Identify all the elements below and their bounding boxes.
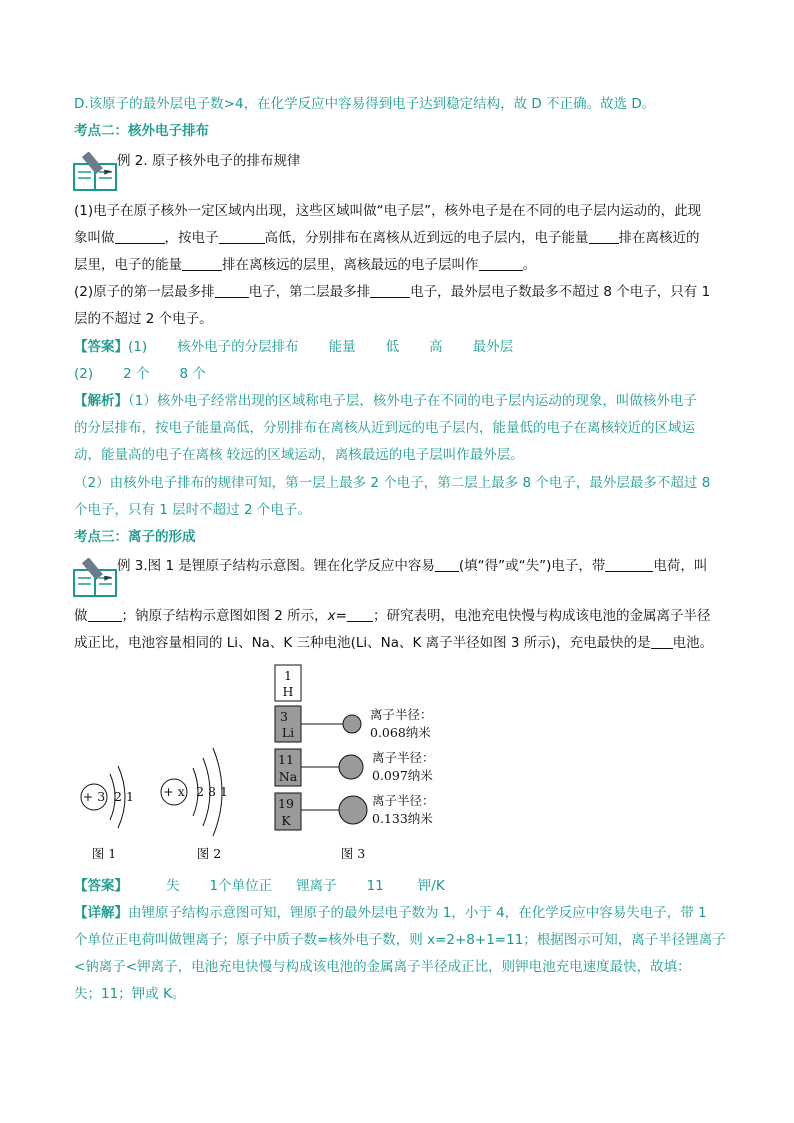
- variable-x: x: [327, 608, 336, 624]
- answer-item: (2): [74, 366, 94, 382]
- figure-2-na-atom: [161, 748, 228, 861]
- blank-1[interactable]: [115, 229, 165, 244]
- answer-item: 11: [366, 878, 384, 894]
- ion-circle: [339, 796, 367, 824]
- answer-item: 失: [166, 878, 180, 894]
- text: 电荷，叫: [653, 558, 708, 574]
- answer-item: 高: [429, 339, 443, 355]
- text: 例 3.图 1 是锂原子结构示意图。锂在化学反应中容易: [117, 558, 435, 574]
- ex3-line3: [74, 633, 713, 653]
- blank-2[interactable]: [219, 229, 265, 244]
- blank-4[interactable]: [182, 256, 222, 271]
- analysis-2-line2: 的分层排布，按电子能量高低，分别排布在离核从近到远的电子层内，能量低的电子在离核较近的区域运: [74, 420, 695, 436]
- text: 电子，最外层电子数最多不超过 8 个电子，只有 1: [410, 284, 711, 300]
- ion-radius-value: 0.133纳米: [372, 811, 433, 826]
- analysis-label: 【解析】: [74, 393, 128, 409]
- answer-2-part2: [74, 364, 206, 384]
- book-pencil-icon: [72, 152, 120, 192]
- blank-7[interactable]: [370, 283, 410, 298]
- detail-3-line3: <钠离子<钾离子，电池充电快慢与构成该电池的金属离子半径成正比，则钾电池充电速度最快，故填：: [74, 959, 691, 975]
- blank-11[interactable]: [347, 607, 373, 622]
- element-symbol: Na: [278, 769, 298, 784]
- ion-radius-label: 离子半径：: [372, 793, 435, 808]
- figures-area: [0, 660, 794, 870]
- text: 做: [74, 608, 88, 624]
- text: 成正比，电池容量相同的 Li、Na、K 三种电池(Li、Na、K 离子半径如图 3 所示)，充电最快的是: [74, 635, 651, 651]
- blank-6[interactable]: [215, 283, 249, 298]
- answer-item: (1): [128, 339, 148, 355]
- text: （1）核外电子经常出现的区域称电子层，核外电子在不同的电子层内运动的现象，叫做核外电子: [128, 393, 697, 409]
- text: 高低，分别排布在离核从近到远的电子层内，电子能量: [264, 230, 589, 246]
- element-symbol: H: [282, 684, 294, 699]
- atomic-number: 1: [284, 668, 292, 683]
- element-symbol: K: [281, 813, 291, 828]
- text: (2)原子的第一层最多排: [74, 284, 215, 300]
- text: 层里，电子的能量: [74, 257, 182, 273]
- answer-2: [74, 337, 513, 357]
- figure-caption: 图 2: [196, 846, 222, 861]
- ion-radius-label: 离子半径：: [372, 750, 435, 765]
- atomic-number: 3: [280, 709, 288, 724]
- answer-item: 1个单位正: [209, 878, 273, 894]
- answer-3: [74, 876, 445, 896]
- section-title-kp3: 考点三：离子的形成: [74, 529, 196, 545]
- figure-1-li-atom: [81, 766, 134, 861]
- text: ，按电子: [164, 230, 219, 246]
- figure-caption: 图 3: [340, 846, 366, 861]
- figure-caption: 图 1: [91, 846, 117, 861]
- analysis-2-line3: 动，能量高的电子在离核 较远的区域运动，离核最远的电子层叫作最外层。: [74, 447, 524, 463]
- ex2-p1-line1: (1)电子在原子核外一定区域内出现，这些区域叫做“电子层”，核外电子是在不同的电子层内运动的，此现: [74, 203, 702, 219]
- analysis-2-line5: 个电子，只有 1 层时不超过 2 个电子。: [74, 502, 311, 518]
- answer-item: 8 个: [179, 366, 206, 382]
- ion-radius-label: 离子半径：: [370, 707, 433, 722]
- element-symbol: Li: [281, 725, 295, 740]
- text: ；研究表明，电池充电快慢与构成该电池的金属离子半径: [372, 608, 711, 624]
- ex2-p1-line3: [74, 255, 536, 275]
- text: =: [335, 608, 347, 624]
- detail-3-line1: [74, 903, 707, 923]
- nucleus-label: + 3: [82, 789, 106, 804]
- detail-3-line4: 失；11；钾或 K。: [74, 986, 186, 1002]
- blank-12[interactable]: [651, 634, 673, 649]
- ion-radius-value: 0.068纳米: [370, 725, 431, 740]
- example-2-title: 例 2. 原子核外电子的排布规律: [117, 153, 301, 169]
- answer-item: 钾/K: [417, 878, 445, 894]
- answer-item: 能量: [328, 339, 356, 355]
- ion-circle: [339, 755, 363, 779]
- ex2-p1-line2: [74, 228, 700, 248]
- element-box-na: [275, 749, 435, 786]
- text: 排在离核近的: [618, 230, 700, 246]
- ex3-line1: [117, 556, 707, 576]
- answer-line-d: D.该原子的最外层电子数>4，在化学反应中容易得到电子达到稳定结构，故 D 不正确。故选 D。: [74, 96, 656, 112]
- text: ；钠原子结构示意图如图 2 所示，: [121, 608, 328, 624]
- ex3-line2: [74, 606, 710, 626]
- figure-3-ion-radius: [275, 665, 435, 861]
- answer-item: 最外层: [472, 339, 514, 355]
- detail-label: 【详解】: [74, 905, 128, 921]
- ion-radius-value: 0.097纳米: [372, 768, 433, 783]
- answer-item: 锂离子: [296, 878, 337, 894]
- blank-8[interactable]: [435, 557, 459, 572]
- answer-label: 【答案】: [74, 339, 128, 355]
- detail-3-line2: 个单位正电荷叫做锂离子；原子中质子数=核外电子数，则 x=2+8+1=11；根据图示可知，离子半径锂离子: [74, 932, 726, 948]
- shell-electrons: 2 8 1: [196, 784, 228, 799]
- nucleus-label: + x: [163, 784, 185, 799]
- text: 。: [522, 257, 536, 273]
- ex2-p2-line2: 层的不超过 2 个电子。: [74, 311, 213, 327]
- blank-5[interactable]: [479, 256, 523, 271]
- blank-9[interactable]: [605, 557, 653, 572]
- text: 电子，第二层最多排: [248, 284, 371, 300]
- text: 电池。: [672, 635, 714, 651]
- element-box-h: [275, 665, 301, 701]
- element-box-k: [275, 793, 435, 830]
- answer-item: 2 个: [123, 366, 150, 382]
- ion-circle: [343, 715, 361, 733]
- shell-electrons: 2 1: [114, 789, 134, 804]
- answer-item: 低: [385, 339, 400, 355]
- ex2-p2-line1: [74, 282, 710, 302]
- text: 象叫做: [74, 230, 115, 246]
- atomic-number: 11: [278, 752, 294, 767]
- answer-label: 【答案】: [74, 878, 128, 894]
- text: 由锂原子结构示意图可知，锂原子的最外层电子数为 1，小于 4，在化学反应中容易失电子，带 1: [128, 905, 707, 921]
- book-pencil-icon: [72, 558, 120, 598]
- analysis-2-line1: [74, 391, 697, 411]
- answer-item: 核外电子的分层排布: [177, 339, 299, 355]
- text: (填“得”或“失”)电子，带: [458, 558, 606, 574]
- blank-3[interactable]: [589, 229, 619, 244]
- text: 排在离核远的层里，离核最远的电子层叫作: [222, 257, 479, 273]
- atomic-number: 19: [278, 796, 294, 811]
- blank-10[interactable]: [88, 607, 122, 622]
- element-box-li: [275, 706, 433, 742]
- section-title-kp2: 考点二：核外电子排布: [74, 123, 209, 139]
- analysis-2-line4: （2）由核外电子排布的规律可知，第一层上最多 2 个电子，第二层上最多 8 个电子，最外层最多不超过 8: [74, 475, 711, 491]
